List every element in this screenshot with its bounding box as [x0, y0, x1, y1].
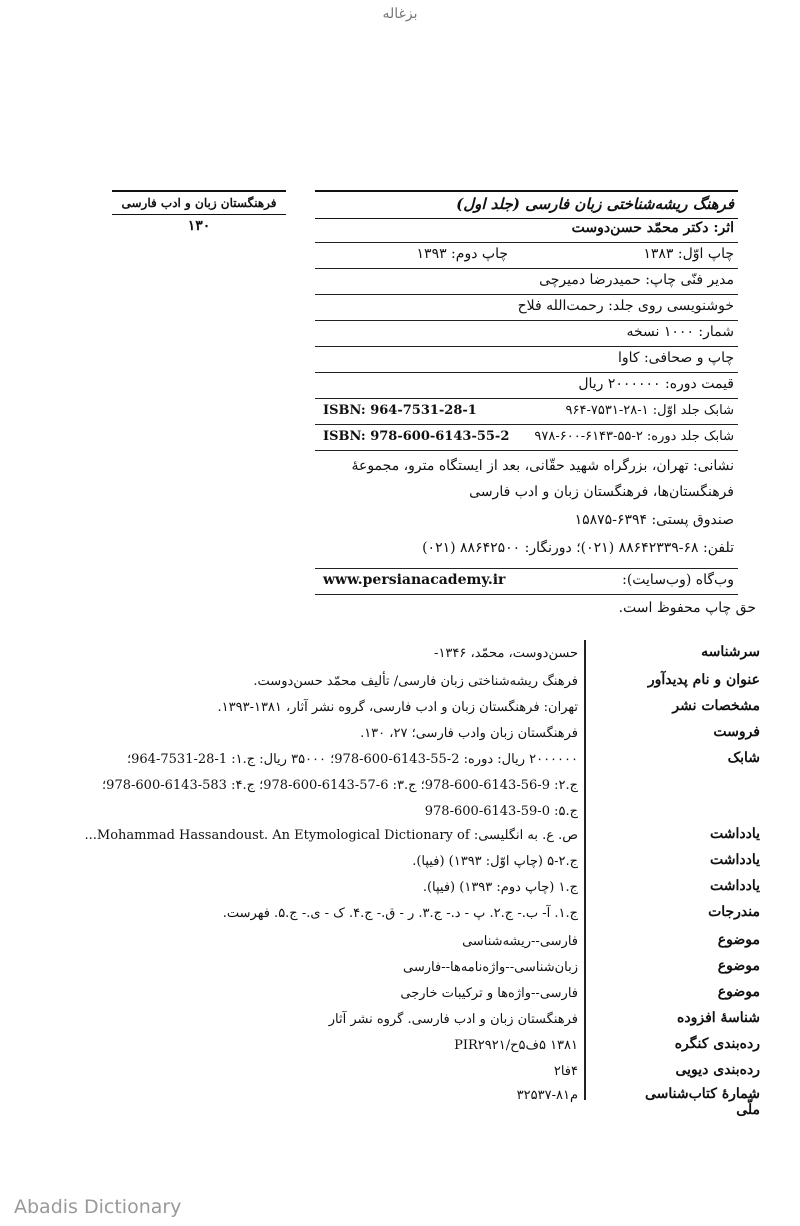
catalog-value: ج.۲: 9-56-6143-600-978؛ ج.۳: 6-57-6143-600-978؛ ج.۴: 583-6143-600-978؛	[102, 778, 578, 793]
print-row	[315, 242, 738, 269]
address-line-1: نشانی: تهران، بزرگراه شهید حقّانی، بعد از ایستگاه مترو، مجموعهٔ	[351, 458, 734, 474]
site-label: بزغاله	[382, 6, 418, 22]
catalog-key: رده‌بندی دیویی	[675, 1062, 760, 1078]
catalog-key: موضوع	[717, 932, 760, 948]
catalog-value: ج.۲-۵ (چاپ اوّل: ۱۳۹۳) (فیپا).	[412, 854, 578, 869]
catalog-key: سرشناسه	[701, 644, 760, 660]
catalog-value: ج.۱ (چاپ دوم: ۱۳۹۳) (فیپا).	[422, 880, 578, 895]
address-line-2: فرهنگستان‌ها، فرهنگستان زبان و ادب فارسی	[469, 484, 734, 500]
catalog-key: فروست	[713, 724, 760, 740]
book-title: فرهنگ ریشه‌شناختی زبان فارسی (جلد اول)	[456, 195, 734, 213]
isbn1-row	[315, 398, 738, 425]
series-name: فرهنگستان زبان و ادب فارسی	[112, 190, 286, 215]
circulation-row	[315, 320, 738, 347]
catalog-value: ۴فا۲	[553, 1064, 578, 1079]
catalog-value: تهران: فرهنگستان زبان و ادب فارسی، گروه نشر آثار، ۱۳۸۱-۱۳۹۳.	[217, 700, 578, 715]
catalog-value: حسن‌دوست، محمّد، ۱۳۴۶-	[434, 646, 578, 661]
first-print: چاپ اوّل: ۱۳۸۳	[643, 246, 734, 262]
copyright-note: حق چاپ محفوظ است.	[618, 600, 756, 616]
catalog-value: زبان‌شناسی--واژه‌نامه‌ها--فارسی	[403, 960, 578, 975]
address-row	[315, 450, 738, 569]
website-label: وب‌گاه (وب‌سایت):	[622, 572, 734, 588]
price: قیمت دوره: ۲۰۰۰۰۰۰ ریال	[578, 376, 734, 392]
second-print: چاپ دوم: ۱۳۹۳	[416, 246, 508, 262]
phone: تلفن: ۶۸-۸۸۶۴۲۳۳۹ (۰۲۱)؛ دورنگار: ۸۸۶۴۲۵۰۰ (۰۲۱)	[422, 540, 734, 556]
manager-row	[315, 268, 738, 295]
catalog-value: فرهنگستان زبان وادب فارسی؛ ۲۷، ۱۳۰.	[360, 726, 578, 741]
isbn2-fa: شابک جلد دوره: ۲-۵۵-۶۱۴۳-۶۰۰-۹۷۸	[534, 429, 734, 444]
catalog-key: موضوع	[717, 958, 760, 974]
catalog-value: ۱۳۸۱ ۵ف۵ح/PIR۲۹۲۱	[454, 1038, 578, 1053]
catalog-key: شمارهٔ کتاب‌شناسی ملّی	[644, 1086, 760, 1118]
catalog-value: ص. ع. به انگلیسی: Mohammad Hassandoust. An Etymological Dictionary of...	[84, 828, 578, 843]
isbn2-row	[315, 424, 738, 451]
printing: چاپ و صحافی: کاوا	[617, 350, 734, 366]
price-row	[315, 372, 738, 399]
catalog-value: م۸۱-۳۲۵۳۷	[516, 1088, 578, 1103]
catalog-key: یادداشت	[710, 878, 760, 894]
catalog-key: موضوع	[717, 984, 760, 1000]
catalog-key: مندرجات	[708, 904, 760, 920]
catalog-value: ج.۱. آ- ب.- ج.۲. پ - د.- ج.۳. ر - ق.- ج.۴. ک - ی.- ج.۵. فهرست.	[222, 906, 578, 921]
book-title-row	[315, 190, 738, 219]
isbn2-en: ISBN: 978-600-6143-55-2	[323, 429, 510, 444]
catalog-key: شابک	[727, 750, 760, 766]
series-number: ۱۳۰	[187, 218, 211, 234]
calligraphy: خوشنویسی روی جلد: رحمت‌الله فلاح	[517, 298, 734, 314]
printing-row	[315, 346, 738, 373]
catalog-divider	[584, 640, 586, 1100]
catalog-value: ج.۵: 0-59-6143-600-978	[424, 804, 578, 819]
isbn1-en: ISBN: 964-7531-28-1	[323, 403, 477, 418]
website-row	[315, 568, 738, 595]
catalog-key: مشخصات نشر	[672, 698, 760, 714]
postbox: صندوق پستی: ۶۳۹۴-۱۵۸۷۵	[574, 512, 734, 528]
author-row	[315, 216, 738, 243]
author: اثر: دکتر محمّد حسن‌دوست	[571, 220, 734, 236]
watermark: Abadis Dictionary	[14, 1196, 182, 1218]
calligraphy-row	[315, 294, 738, 321]
catalog-value: فرهنگستان زبان و ادب فارسی. گروه نشر آثار	[328, 1012, 578, 1027]
catalog-key: عنوان و نام پدیدآور	[647, 672, 760, 688]
catalog-value: فرهنگ ریشه‌شناختی زبان فارسی/ تألیف محمّد حسن‌دوست.	[253, 674, 578, 689]
catalog-key: یادداشت	[710, 852, 760, 868]
catalog-value: ۲۰۰۰۰۰۰ ریال: دوره: 2-55-6143-600-978؛ ۳۵۰۰۰ ریال: ج.۱: 1-28-7531-964؛	[127, 752, 578, 767]
catalog-key: یادداشت	[710, 826, 760, 842]
catalog-value: فارسی--ریشه‌شناسی	[462, 934, 578, 949]
catalog-value: فارسی--واژه‌ها و ترکیبات خارجی	[400, 986, 578, 1001]
website-url[interactable]: www.persianacademy.ir	[323, 572, 506, 588]
isbn1-fa: شابک جلد اوّل: ۱-۲۸-۷۵۳۱-۹۶۴	[565, 403, 734, 418]
circulation: شمار: ۱۰۰۰ نسخه	[626, 324, 734, 340]
catalog-key: رده‌بندی کنگره	[674, 1036, 760, 1052]
technical-manager: مدیر فنّی چاپ: حمیدرضا دمیرچی	[539, 272, 734, 288]
catalog-key: شناسهٔ افزوده	[677, 1010, 760, 1026]
